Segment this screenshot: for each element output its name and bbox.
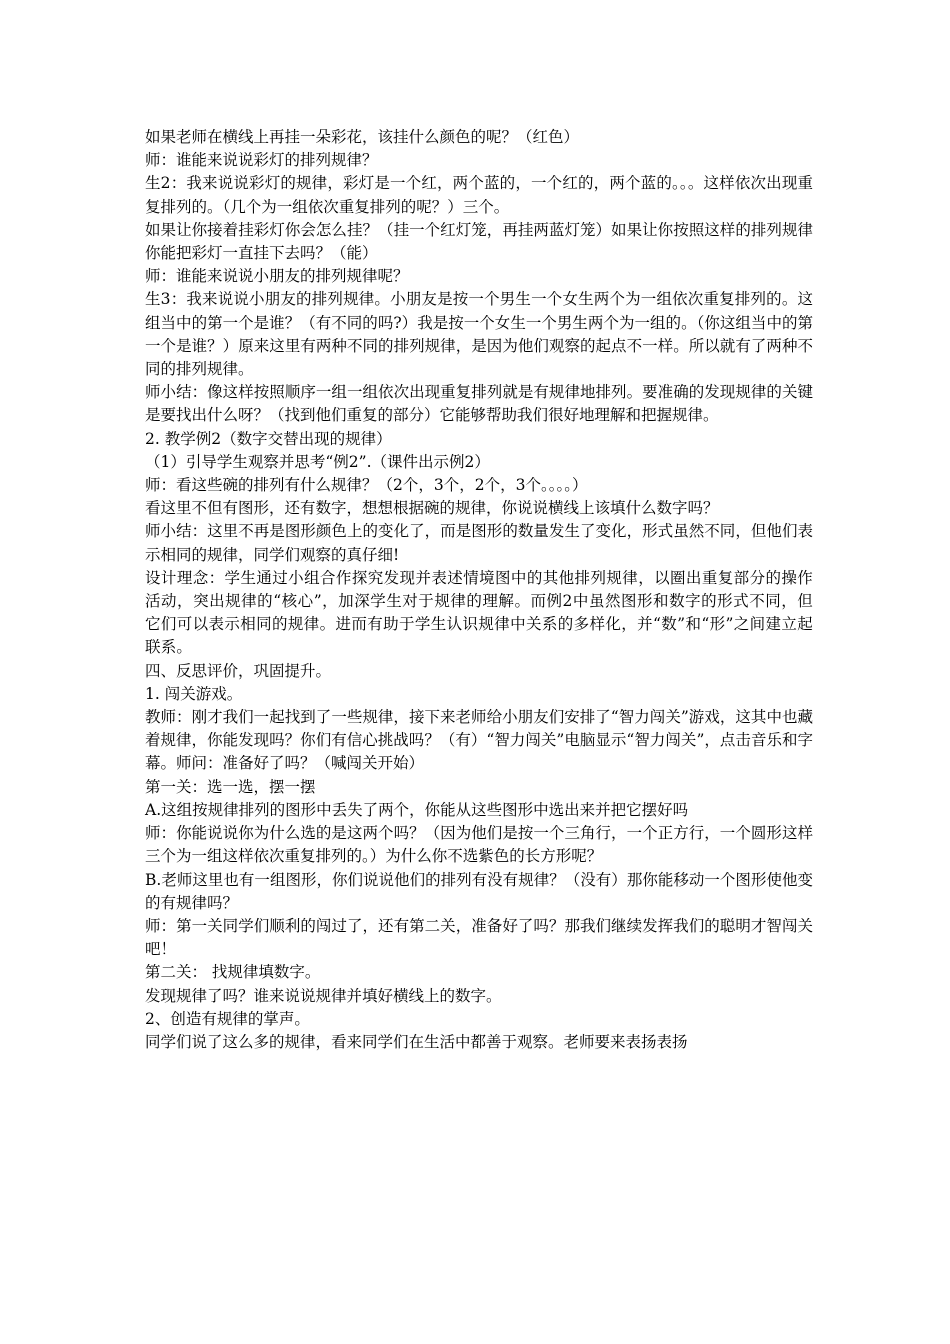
paragraph: 师：谁能来说说彩灯的排列规律？ [145, 151, 378, 170]
paragraph: B.老师这里也有一组图形，你们说说他们的排列有没有规律？（没有）那你能移动一个图形使他变的有规律吗？ [145, 870, 813, 912]
paragraph: 第一关：选一选，摆一摆 [145, 777, 316, 796]
paragraph: 生2：我来说说彩灯的规律，彩灯是一个红，两个蓝的，一个红的，两个蓝的。。。这样依次出现重复排列的。（几个为一组依次重复排列的呢？）三个。 [145, 174, 813, 216]
paragraph: （1）引导学生观察并思考“例2”.（课件出示例2） [145, 452, 490, 471]
paragraph: 如果老师在横线上再挂一朵彩花，该挂什么颜色的呢？（红色） [145, 128, 580, 146]
paragraph: 师：你能说说你为什么选的是这两个吗？（因为他们是按一个三角行，一个正方行，一个圆形这样三个为一组这样依次重复排列的。）为什么你不选紫色的长方形呢？ [145, 824, 813, 866]
section-heading: 1. 闯关游戏。 [145, 684, 243, 703]
paragraph: 看这里不但有图形，还有数字，想想根据碗的规律，你说说横线上该填什么数字吗？ [145, 499, 719, 518]
paragraph: 发现规律了吗？谁来说说规律并填好横线上的数字。 [145, 986, 502, 1005]
paragraph: 师小结：这里不再是图形颜色上的变化了，而是图形的数量发生了变化，形式虽然不同，但他们表示相同的规律，同学们观察的真仔细! [145, 522, 813, 564]
paragraph: A.这组按规律排列的图形中丢失了两个，你能从这些图形中选出来并把它摆好吗 [145, 800, 689, 819]
paragraph: 生3：我来说说小朋友的排列规律。小朋友是按一个男生一个女生两个为一组依次重复排列的。这组当中的第一个是谁？（有不同的吗?）我是按一个女生一个男生两个为一组的。（你这组当中的第一个是谁？）原来这里有两种不同的排列规律，是因为他们观察的起点不一样。所以就有了两种不同的排列规律。 [145, 290, 813, 379]
paragraph: 师小结：像这样按照顺序一组一组依次出现重复排列就是有规律地排列。要准确的发现规律的关键是要找出什么呀？（找到他们重复的部分）它能够帮助我们很好地理解和把握规律。 [145, 383, 813, 425]
document-body [145, 126, 813, 1054]
paragraph: 如果让你接着挂彩灯你会怎么挂？（挂一个红灯笼，再挂两蓝灯笼）如果让你按照这样的排列规律你能把彩灯一直挂下去吗？（能） [145, 220, 813, 263]
paragraph: 教师：刚才我们一起找到了一些规律，接下来老师给小朋友们安排了“智力闯关”游戏，这其中也藏着规律，你能发现吗？你们有信心挑战吗？（有）“智力闯关”电脑显示“智力闯关”，点击音乐和字幕。师问：准备好了吗？（喊闯关开始） [145, 708, 813, 773]
paragraph: 师：看这些碗的排列有什么规律？（2个，3个，2个，3个。。。。） [145, 476, 588, 495]
section-heading: 2、创造有规律的掌声。 [145, 1009, 310, 1028]
paragraph: 同学们说了这么多的规律，看来同学们在生活中都善于观察。老师要来表扬表扬 [145, 1032, 688, 1051]
design-concept-paragraph: 设计理念：学生通过小组合作探究发现并表述情境图中的其他排列规律，以圈出重复部分的操作活动，突出规律的“核心”，加深学生对于规律的理解。而例2中虽然图形和数字的形式不同，但它们可以表示相同的规律。进而有助于学生认识规律中关系的多样化，并“数”和“形”之间建立起联系。 [145, 568, 813, 657]
paragraph: 第二关： 找规律填数字。 [145, 963, 321, 982]
section-heading: 2. 教学例2（数字交替出现的规律） [145, 429, 392, 448]
paragraph: 师：谁能来说说小朋友的排列规律呢？ [145, 267, 409, 286]
section-heading: 四、反思评价，巩固提升。 [145, 661, 332, 680]
paragraph: 师：第一关同学们顺利的闯过了，还有第二关，准备好了吗？那我们继续发挥我们的聪明才智闯关吧！ [145, 916, 813, 959]
